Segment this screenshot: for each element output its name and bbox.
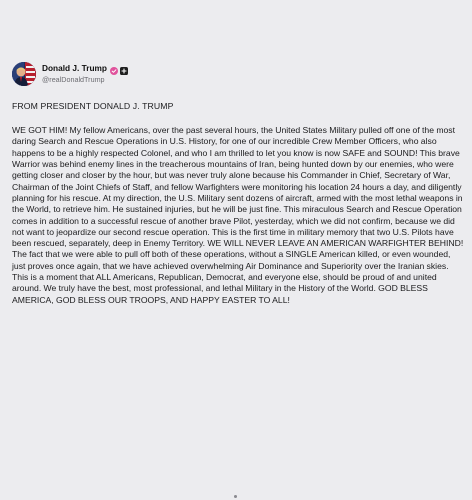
avatar[interactable]: [12, 62, 36, 86]
post-heading: FROM PRESIDENT DONALD J. TRUMP: [12, 101, 174, 111]
post-header: [12, 62, 460, 86]
avatar-image-icon: [12, 62, 36, 86]
author-name-row: [42, 63, 128, 74]
author-display-name[interactable]: Donald J. Trump: [42, 63, 107, 73]
post-body: WE GOT HIM! My fellow Americans, over the past several hours, the United States Military pulled off one of the most daring Search and Rescue Operations in U.S. History, for one of our incredible Crew Member Officers, who also happens to be a highly respected Colonel, and who I am thrilled to let you know is now SAFE and SOUND! This brave Warrior was behind enemy lines in the treacherous mountains of Iran, being hunted down by our enemies, who were getting closer and closer by the hour, but was never truly alone because his Commander in Chief, Secretary of War, Chairman of the Joint Chiefs of Staff, and fellow Warfighters were monitoring his location 24 hours a day, and diligently planning for his rescue. At my direction, the U.S. Military sent dozens of aircraft, armed with the most lethal weapons in the World, to retrieve him. He sustained injuries, but he will be just fine. This miraculous Search and Rescue Operation comes in addition to a successful rescue of another brave Pilot, yesterday, which we did not confirm, because we did not want to jeopardize our second rescue operation. This is the first time in military memory that two U.S. Pilots have been rescued, separately, deep in Enemy Territory. WE WILL NEVER LEAVE AN AMERICAN WARFIGHTER BEHIND! The fact that we were able to pull off both of these operations, without a SINGLE American killed, or even wounded, just proves once again, that we have achieved overwhelming Air Dominance and Superiority over the Iranian skies. This is a moment that ALL Americans, Republican, Democrat, and everyone else, should be proud of and united around. We truly have the best, most professional, and lethal Military in the History of the World. GOD BLESS AMERICA, GOD BLESS OUR TROOPS, AND HAPPY EASTER TO ALL!: [12, 125, 464, 305]
author-info: [42, 63, 128, 85]
verified-badge-icon: [110, 65, 118, 73]
scroll-indicator: [234, 495, 237, 498]
author-handle[interactable]: @realDonaldTrump: [42, 75, 105, 84]
plus-square-icon[interactable]: [120, 65, 128, 73]
